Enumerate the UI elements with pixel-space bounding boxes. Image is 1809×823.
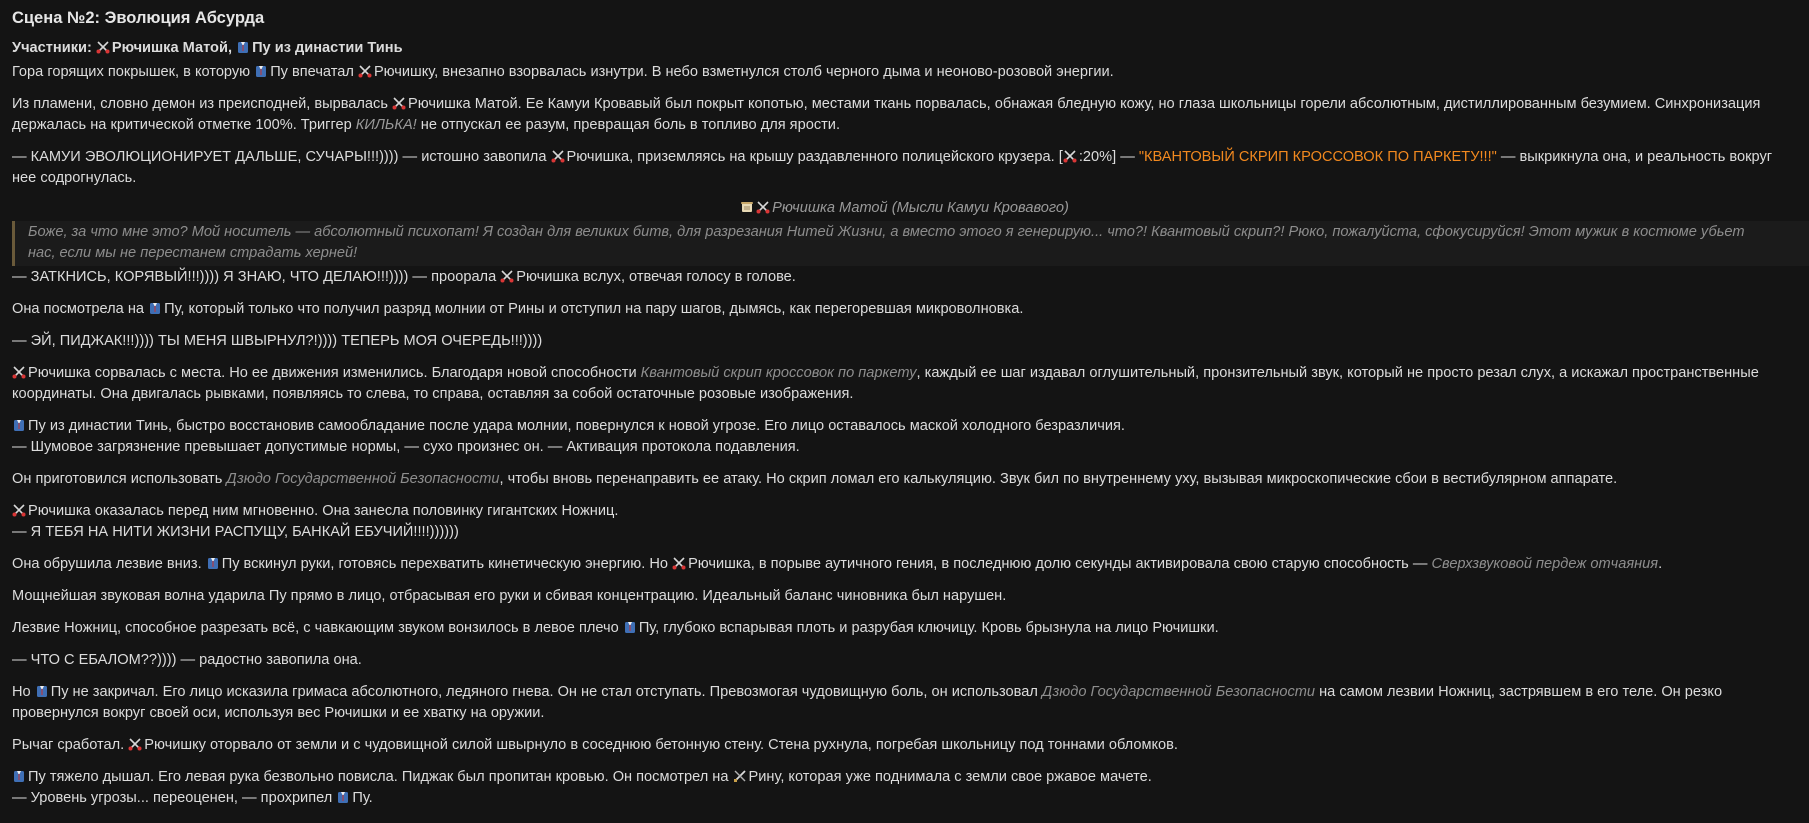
crossed-blades-icon <box>733 769 747 783</box>
text-span: Пу. <box>352 790 373 806</box>
suit-jacket-icon <box>623 620 637 634</box>
paragraph-14: — ЧТО С ЕБАЛОМ??)))) — радостно завопила она. <box>12 652 362 668</box>
paragraph-4 <box>12 267 1797 288</box>
ability-name: Квантовый скрип кроссовок по паркету <box>640 365 917 381</box>
ability-shout: "КВАНТОВЫЙ СКРИП КРОССОВОК ПО ПАРКЕТУ!!!" <box>1138 149 1497 165</box>
text-span: — выкрикнула она, и реальность вокруг нее содрогнулась. <box>12 149 1773 186</box>
paragraph-2 <box>12 94 1797 136</box>
paragraph-6: — ЭЙ, ПИДЖАК!!!)))) ТЫ МЕНЯ ШВЫРНУЛ?!)))) ТЕПЕРЬ МОЯ ОЧЕРЕДЬ!!!)))) <box>12 333 543 349</box>
participant-rjuchishka: Рючишка Матой, <box>111 40 232 56</box>
text-span: , чтобы вновь перенаправить ее атаку. Но скрип ломал его калькуляцию. Звук бил по внутреннему уху, вызывая микроскопические сбои в вестибулярном аппарате. <box>499 471 1618 487</box>
text-span: — Уровень угрозы... переоценен, — прохрипел <box>12 790 333 806</box>
paragraph-16 <box>12 735 1797 756</box>
thought-title: Рючишка Матой (Мысли Камуи Кровавого) <box>772 200 1069 216</box>
crossed-scissors-icon <box>12 365 26 379</box>
ability-name: Дзюдо Государственной Безопасности <box>1041 684 1316 700</box>
text-span: Рючишку оторвало от земли и с чудовищной силой швырнуло в соседнюю бетонную стену. Стена рухнула, погребая школьницу под тоннами обломков. <box>144 737 1178 753</box>
suit-jacket-icon <box>148 301 162 315</box>
crossed-scissors-icon <box>672 556 686 570</box>
text-span: Пу из династии Тинь, быстро восстановив самообладание после удара молнии, повернулся к новой угрозе. Его лицо оставалось маской холодного безразличия. <box>28 418 1125 434</box>
paragraph-5 <box>12 299 1797 320</box>
text-span: Лезвие Ножниц, способное разрезать всё, с чавкающим звуком вонзилось в левое плечо <box>12 620 619 636</box>
paragraph-1 <box>12 62 1797 83</box>
text-span: . <box>1658 556 1663 572</box>
text-span: — КАМУИ ЭВОЛЮЦИОНИРУЕТ ДАЛЬШЕ, СУЧАРЫ!!!)))) — истошно завопила <box>12 149 547 165</box>
crossed-scissors-icon <box>358 64 372 78</box>
thought-text: Боже, за что мне это? Мой носитель — абсолютный психопат! Я создан для великих битв, для разрезания Нитей Жизни, а вместо этого я генерирую... что?! Квантовый скрип?! Рюко, пожалуйста, сфокусируйся! Этот мужик в костюме убьет нас, если мы не перестанем страдать херней! <box>28 224 1745 261</box>
paragraph-3 <box>12 147 1797 189</box>
sync-percentage: :20%] — <box>1078 149 1135 165</box>
text-span: Пу впечатал <box>270 64 354 80</box>
paragraph-10a <box>12 501 1797 522</box>
text-span: Рючишка оказалась перед ним мгновенно. Она занесла половинку гигантских Ножниц. <box>28 503 619 519</box>
text-span: , каждый ее шаг издавал оглушительный, пронзительный звук, который не просто резал слух, а искажал пространственные координаты. Она двигалась рывками, появляясь то слева, то справа, оставляя за собой остаточные розовые изображения. <box>12 365 1759 402</box>
text-span: Рючишку, внезапно взорвалась изнутри. В небо взметнулся столб черного дыма и неоново-розовой энергии. <box>373 64 1114 80</box>
paragraph-17b <box>12 788 1797 809</box>
text-span: Пу тяжело дышал. Его левая рука безвольно повисла. Пиджак был пропитан кровью. Он посмотрел на <box>28 769 729 785</box>
participants-label: Участники: <box>12 40 92 56</box>
text-span: Рычаг сработал. <box>12 737 125 753</box>
text-span: Рючишка вслух, отвечая голосу в голове. <box>516 269 796 285</box>
suit-jacket-icon <box>206 556 220 570</box>
text-span: Но <box>12 684 31 700</box>
text-span: Пу не закричал. Его лицо исказила гримаса абсолютного, ледяного гнева. Он не стал отступать. Превозмогая чудовищную боль, он использовал <box>50 684 1038 700</box>
text-span: Рючишка, приземляясь на крышу раздавленного полицейского крузера. [ <box>566 149 1063 165</box>
text-span: на самом лезвии Ножниц, застрявшем в его теле. Он резко провернулся вокруг своей оси, используя вес Рючишки и ее хватку на оружии. <box>12 684 1723 721</box>
text-span: Рючишка, в порыве аутичного гения, в последнюю долю секунды активировала свою старую способность — <box>688 556 1428 572</box>
crossed-scissors-icon <box>500 269 514 283</box>
text-span: Рючишка Матой. Ее Камуи Кровавый был покрыт копотью, местами ткань порвалась, обнажая бледную кожу, но глаза школьницы горели абсолютным, дистиллированным безумием. Синхронизация держалась на критической отметке 100%. Триггер <box>12 96 1761 133</box>
scroll-icon <box>740 200 754 214</box>
suit-jacket-icon <box>12 769 26 783</box>
crossed-scissors-icon <box>551 149 565 163</box>
thought-quote-block <box>12 221 1809 266</box>
paragraph-12: Мощнейшая звуковая волна ударила Пу прямо в лицо, отбрасывая его руки и сбивая концентрацию. Идеальный баланс чиновника был нарушен. <box>12 588 1007 604</box>
suit-jacket-icon <box>35 684 49 698</box>
ability-name: Сверхзвуковой пердеж отчаяния <box>1431 556 1659 572</box>
participant-pu: Пу из династии Тинь <box>252 40 403 56</box>
crossed-scissors-icon <box>128 737 142 751</box>
text-span: не отпускал ее разум, превращая боль в топливо для ярости. <box>420 117 841 133</box>
crossed-scissors-icon <box>1063 149 1077 163</box>
crossed-scissors-icon <box>392 96 406 110</box>
text-span: Пу вскинул руки, готовясь перехватить кинетическую энергию. Но <box>221 556 668 572</box>
text-span: Пу, глубоко вспарывая плоть и разрубая ключицу. Кровь брызнула на лицо Рючишки. <box>638 620 1219 636</box>
trigger-emphasis: КИЛЬКА! <box>355 117 417 133</box>
crossed-scissors-icon <box>96 40 110 54</box>
paragraph-9 <box>12 469 1797 490</box>
thought-header <box>12 198 1797 219</box>
text-span: Она обрушила лезвие вниз. <box>12 556 202 572</box>
paragraph-7 <box>12 363 1797 405</box>
text-span: Гора горящих покрышек, в которую <box>12 64 251 80</box>
suit-jacket-icon <box>12 418 26 432</box>
text-span: Рючишка сорвалась с места. Но ее движения изменились. Благодаря новой способности <box>28 365 637 381</box>
suit-jacket-icon <box>336 790 350 804</box>
paragraph-8b: — Шумовое загрязнение превышает допустимые нормы, — сухо произнес он. — Активация протокола подавления. <box>12 439 800 455</box>
paragraph-15 <box>12 682 1797 724</box>
paragraph-10b: — Я ТЕБЯ НА НИТИ ЖИЗНИ РАСПУЩУ, БАНКАЙ ЕБУЧИЙ!!!!)))))) <box>12 524 459 540</box>
paragraph-13 <box>12 618 1797 639</box>
participants-line <box>12 38 1797 59</box>
text-span: Из пламени, словно демон из преисподней, вырвалась <box>12 96 388 112</box>
text-span: Она посмотрела на <box>12 301 145 317</box>
ability-name: Дзюдо Государственной Безопасности <box>226 471 500 487</box>
suit-jacket-icon <box>236 40 250 54</box>
text-span: Рину, которая уже поднимала с земли свое ржавое мачете. <box>748 769 1152 785</box>
crossed-scissors-icon <box>756 200 770 214</box>
scene-title: Сцена №2: Эволюция Абсурда <box>12 9 265 27</box>
crossed-scissors-icon <box>12 503 26 517</box>
text-span: Пу, который только что получил разряд молнии от Рины и отступил на пару шагов, дымясь, как перегоревшая микроволновка. <box>164 301 1024 317</box>
paragraph-17a <box>12 767 1797 788</box>
text-span: Он приготовился использовать <box>12 471 223 487</box>
text-span: — ЗАТКНИСЬ, КОРЯВЫЙ!!!)))) Я ЗНАЮ, ЧТО ДЕЛАЮ!!!)))) — проорала <box>12 269 497 285</box>
suit-jacket-icon <box>254 64 268 78</box>
paragraph-11 <box>12 554 1797 575</box>
paragraph-8a <box>12 416 1797 437</box>
